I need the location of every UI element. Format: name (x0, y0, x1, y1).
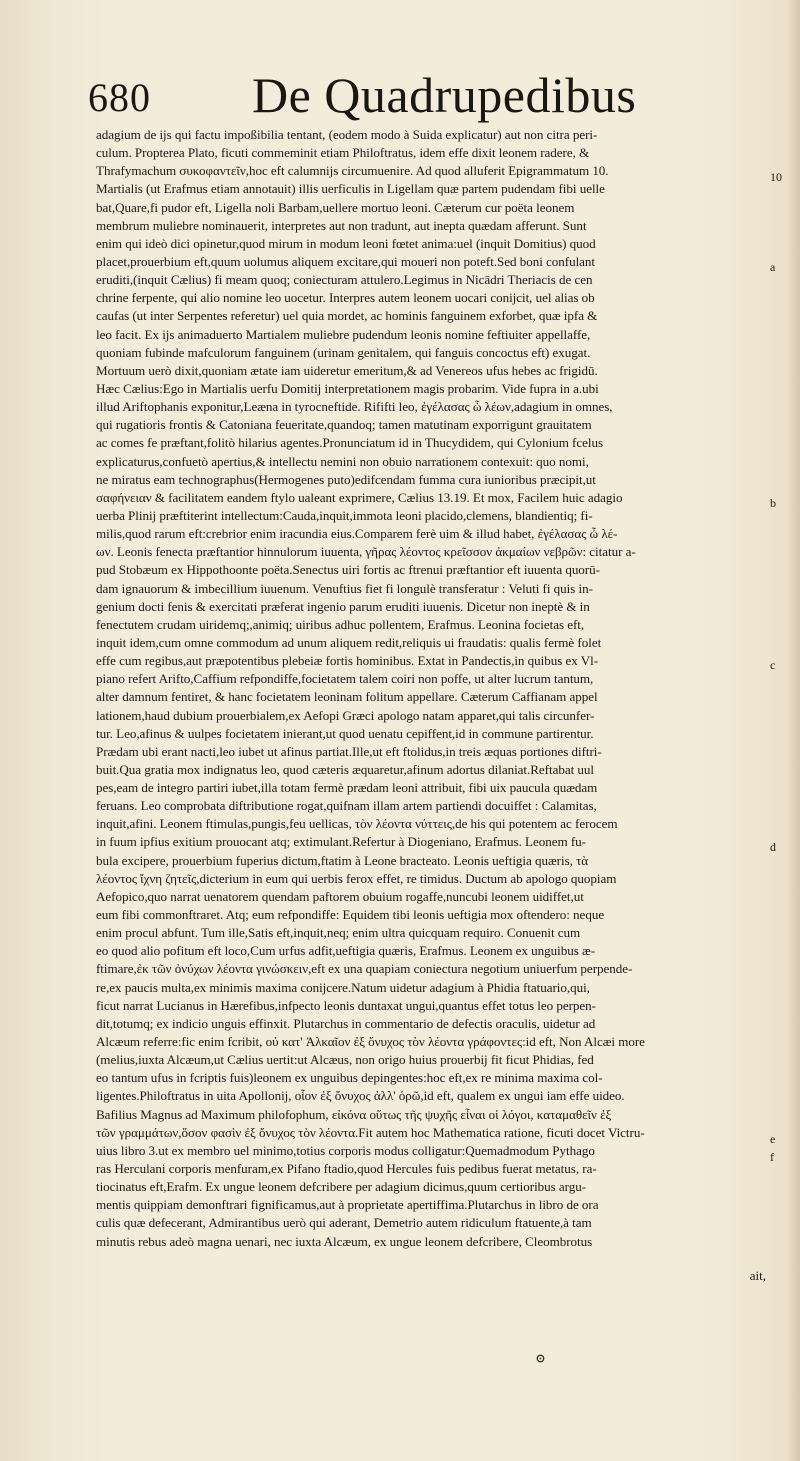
text-line: ftimare,ἐκ τῶν ὀνύχων λέοντα γινώσκειν,eft ex una quapiam coniectura negotium uniuerfum perpende- (96, 961, 633, 977)
text-line: tiocinatus eft,Erafm. Ex ungue leonem defcribere per adagium dicimus,quum certioribus argu- (96, 1179, 587, 1195)
text-line: Prædam ubi erant nacti,leo iubet ut afinus partiat.Ille,ut eft ftolidus,in treis æquas portiones diftri- (96, 743, 602, 759)
text-line: enim qui ideò dici opinetur,quod mirum in modum leoni fœtet anima:uel (inquit Domitius) quod (96, 235, 596, 251)
text-line: eo tantum ufus in fcriptis fuis)leonem ex unguibus depingentes:hoc eft,ex re minima maxima col- (96, 1070, 603, 1086)
text-line: ac comes fe præftant,folitò hilarius agentes.Pronunciatum id in Thucydidem, qui Cylonium fcelus (96, 435, 604, 451)
margin-note: 10 (770, 170, 782, 184)
text-line: (melius,iuxta Alcæum,ut Cælius uertit:ut Alcæus, non origo huius prouerbij fit ficut Phidias, fed (96, 1052, 594, 1068)
text-line: illud Ariftophanis exponitur,Leæna in tyrocneftide. Rififti leo, ἐγέλασας ὦ λέων,adagium in omnes, (96, 399, 613, 415)
margin-note: e (770, 1132, 776, 1146)
text-line: σαφήνειαν & facilitatem eandem ftylo ualeant exprimere, Cælius 13.19. Et mox, Facilem huic adagio (96, 489, 623, 505)
page-header (88, 66, 748, 126)
page-edge-shadow (786, 0, 800, 1461)
text-line: explicaturus,confuetò apertius,& intellectu nemini non obuio narrationem contexuit: quo nomi, (96, 453, 589, 469)
text-line: uerba Plinij præftiterint intellectum:Cauda,inquit,immota leoni placido,clemens, blandientiq; fi- (96, 507, 593, 523)
text-line: fenectutem crudam uiridemq;,animiq; uiribus adhuc pollentem, Erafmus. Leonina focietas eft, (96, 616, 585, 632)
text-line: eruditi,(inquit Cælius) fi meam quoq; coniecturam attulero.Legimus in Nicādri Theriacis de cen (96, 272, 593, 288)
text-line: Thrafymachum συκοφαντεῖν,hoc eft calumnijs circumuenire. Ad quod alluferit Epigrammatum 10. (96, 163, 609, 179)
page-number: 680 (88, 75, 151, 120)
margin-note: c (770, 658, 776, 672)
text-line: Aefopico,quo narrat uenatorem quendam paftorem obuium rogaffe,nuncubi leonem uidiffet,ut (96, 888, 584, 904)
text-line: Bafilius Magnus ad Maximum philofophum, εἰκόνα οὕτως τῆς ψυχῆς εἶναι οἱ λόγοι, καταμαθεῖν ἐξ (96, 1106, 612, 1122)
text-line: uius libro 3.ut ex membro uel minimo,totius corporis modus colligatur:Quemadmodum Pythago (96, 1142, 595, 1158)
text-line: ficut narrat Lucianus in Hærefibus,infpecto leonis duntaxat ungui,quantus effet totus leo perpen- (96, 997, 596, 1013)
text-line: milis,quod rarum eft:crebrior enim iracundia eius.Comparem ferè uim & illud habet, ἐγέλασας ὦ λέ- (96, 526, 618, 542)
margin-note: a (770, 260, 776, 274)
text-line: feruans. Leo comprobata diftributione rogat,quifnam illam artem partiendi docuiffet : Calamitas, (96, 798, 597, 814)
text-line: inquit idem,cum omne commodum ad unum aliquem redit,reliquis ui fraudatis: qualis fermè folet (96, 634, 602, 650)
running-title: De Quadrupedibus (252, 67, 637, 123)
text-line: τῶν γραμμάτων,ὅσον φασὶν ἐξ ὄνυχος τὸν λέοντα.Fit autem hoc Mathematica ratione, ficuti docet Victru- (96, 1124, 645, 1140)
text-line: culum. Propterea Plato, ficuti commeminit etiam Philoftratus, idem effe dixit leonem radere, & (96, 145, 590, 161)
text-line: chrine ferpente, qui alio nomine leo uocetur. Interpres autem leonem uocari conijcit, uel alias ob (96, 290, 595, 306)
text-line: membrum muliebre nominauerit, interpretes aut non tradunt, aut inepta quædam afferunt. Sunt (96, 217, 587, 233)
text-line: mentis quippiam demonftrari fignificamus,aut à proprietate apertiffima.Plutarchus in libro de ora (96, 1197, 599, 1213)
printer-ornament (536, 1354, 545, 1363)
text-line: ligentes.Philoftratus in uita Apollonij, οἷον ἐξ ὄνυχος ἀλλ' ὁρῶ,id eft, qualem ex ungui iam effe uideo. (96, 1088, 625, 1104)
text-line: qui rugatioris frontis & Catoniana feueritate,quandoq; tamen matutinam exporrigunt grauitatem (96, 417, 592, 433)
text-line: Hæc Cælius:Ego in Martialis uerfu Domitij interpretationem magis probarim. Vide fupra in a.ubi (96, 380, 599, 396)
text-line: alter damnum fentiret, & hanc focietatem leoninam folitum appellare. Cæterum Caffianam appel (96, 689, 598, 705)
text-line: adagium de ijs qui factu impoßibilia tentant, (eodem modo à Suida explicatur) aut non citra peri- (96, 127, 598, 142)
text-line: λέοντος ἴχνη ζητεῖς,dicterium in eum qui uerbis ferox effet, re timidus. Ductum ab apologo quopiam (96, 870, 617, 886)
text-line: inquit,afini. Leonem ftimulas,pungis,feu uellicas, τὸν λέοντα νύττεις,de his qui potentem ac ferocem (96, 816, 618, 832)
text-line: dam ignauorum & imbecillium iuuenum. Venuftius fiet fi longulè transferatur : Veluti fi quis in- (96, 580, 593, 596)
text-line: culis quæ defecerant, Admirantibus uerò qui aderant, Demetrio autem ridiculum ftatuente,à tam (96, 1215, 592, 1231)
text-line: eum fibi commonftraret. Atq; eum refpondiffe: Equidem tibi leonis ueftigia mox oftendero: neque (96, 907, 605, 923)
text-line: effe cum regibus,aut præpotentibus plebeiæ fortis hominibus. Extat in Pandectis,in quibus ex Vl- (96, 653, 599, 669)
text-line: ras Herculani corporis menfuram,ex Pifano ftadio,quod Hercules fuis pedibus fuerat metatus, ra- (96, 1161, 597, 1177)
text-line: pud Stobæum ex Hippothoonte poëta.Senectus uiri fortis ac ftrenui præftantior eft iuuenta quorū- (96, 562, 600, 578)
text-line: minutis rebus adeò magna uenari, nec iuxta Alcæum, ex ungue leonem defcribere, Cleombrotus (96, 1233, 593, 1249)
text-line: Alcæum referre:fic enim fcribit, οὐ κατ' Ἀλκαῖον ἐξ ὄνυχος τὸν λέοντα γράφοντες:id eft, Non Alcæi more (96, 1034, 645, 1050)
text-line: dit,totumq; ex indicio unguis effinxit. Plutarchus in commentario de defectis oraculis, uidetur ad (96, 1015, 596, 1031)
text-line: eo quod alio pofitum eft loco,Cum urfus adfit,ueftigia quæris, Erafmus. Leonem ex unguibus æ- (96, 943, 596, 959)
text-line: re,ex paucis multa,ex minimis maxima conijcere.Natum uidetur adagium à Phidia ftatuario,qui, (96, 979, 590, 995)
text-line: enim procul abfunt. Tum ille,Satis eft,inquit,neq; enim ultra quicquam requiro. Conuenit cum (96, 925, 581, 941)
text-line: placet,prouerbium eft,quum uolumus aliquem excitare,qui moueri non poteft.Sed boni confulant (96, 253, 596, 269)
text-line: quoniam fubinde mafculorum fanguinem (urinam genitalem, qui fanguis concoctus eft) exugat. (96, 344, 591, 360)
text-line: genium docti fenis & exercitati præferat ingenio parum eruditi iuuenis. Dicetur non ineptè & in (96, 598, 590, 614)
text-line: Martialis (ut Erafmus etiam annotauit) illis uerficulis in Ligellam quæ partem pudendam fibi uelle (96, 181, 605, 197)
margin-note: f (770, 1150, 774, 1164)
text-line: buit.Qua gratia mox indignatus leo, quod cæteris æquaretur,afinum adortus dilaniat.Reftabat uul (96, 761, 594, 777)
text-line: ων. Leonis fenecta præftantior hinnulorum iuuenta, γῆρας λέοντος κρεῖσσον ἀκμαίων νεβρῶν: citatur a- (96, 544, 636, 560)
text-line: caufas (ut inter Serpentes referetur) uel quia mordet, ac hominis fanguinem exforbet, quæ ipfa & (96, 308, 598, 324)
margin-note: b (770, 496, 776, 510)
text-line: ne miratus eam technographus(Hermogenes puto)edifcendam fumma cura iunioribus præcipit,ut (96, 471, 596, 487)
margin-note: d (770, 840, 776, 854)
catchword: ait, (749, 1268, 766, 1283)
text-line: Mortuum uerò dixit,quoniam ætate iam uideretur emeritum,& ad Venereos ufus hebes ac frigidū. (96, 362, 598, 378)
text-line: pes,eam de integro partiri iubet,illa totam fermè prædam leoni attribuit, fibi uix paucula quædam (96, 780, 598, 796)
text-line: bat,Quare,fi pudor eft, Ligella noli Barbam,uellere mortuo leoni. Cæterum cur poëta leonem (96, 199, 575, 215)
text-line: bula excipere, prouerbium fuperius dictum,ftatim à Leone bracteato. Leonis ueftigia quæris, τὰ (96, 852, 589, 868)
text-line: lationem,haud dubium prouerbialem,ex Aefopi Græci apologo natam apparet,qui talis circunfer- (96, 707, 595, 723)
body-text (96, 126, 768, 1251)
text-line: tur. Leo,afinus & uulpes focietatem inierant,ut quod uenatu cepiffent,id in commune partirentur. (96, 725, 594, 741)
text-line: leo facit. Ex ijs animaduerto Martialem muliebre pudendum leonis nomine feftiuiter appellaffe, (96, 326, 591, 342)
text-line: piano refert Arifto,Caffium refpondiffe,focietatem talem coiri non poffe, ut alter lucrum tantum, (96, 671, 594, 687)
text-line: in fuum ipfius exitium prouocant atq; extimulant.Refertur à Diogeniano, Erafmus. Leonem fu- (96, 834, 586, 850)
